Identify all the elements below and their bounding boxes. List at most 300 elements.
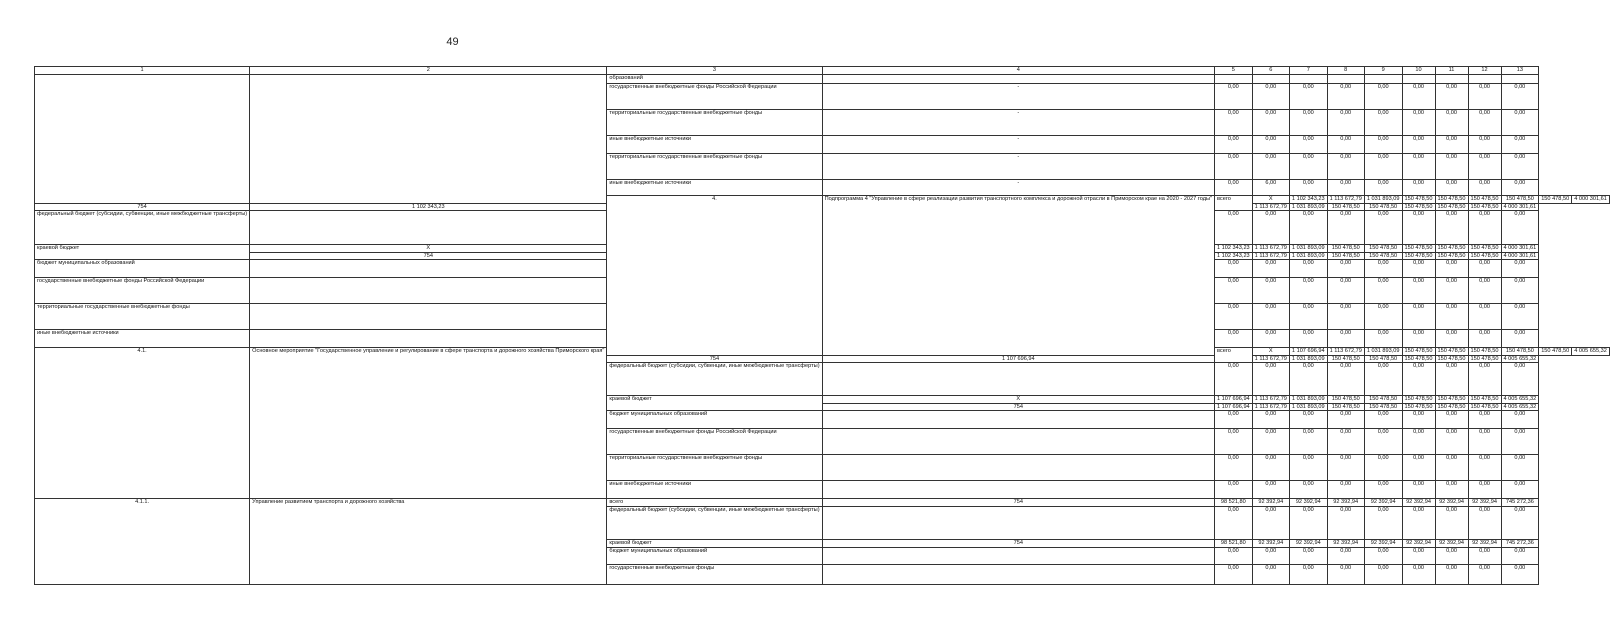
- value-cell: 1 113 672,79: [1327, 348, 1364, 356]
- value-cell: 0,00: [1327, 363, 1364, 396]
- value-cell: 0,00: [1364, 363, 1402, 396]
- value-cell: 0,00: [1501, 304, 1539, 330]
- value-cell: 150 478,50: [1435, 245, 1468, 253]
- value-cell: 0,00: [1252, 278, 1289, 304]
- value-cell: 0,00: [1215, 565, 1253, 585]
- value-cell: [1468, 75, 1501, 84]
- value-cell: 0,00: [1468, 211, 1501, 245]
- value-cell: 0,00: [1327, 429, 1364, 455]
- row-number-cell: [35, 75, 250, 204]
- value-cell: 150 478,50: [1364, 245, 1402, 253]
- value-cell: 1 113 672,79: [1252, 396, 1289, 404]
- source-cell: всего: [607, 499, 822, 507]
- code-cell: [250, 278, 607, 304]
- value-cell: 92 392,94: [1364, 499, 1402, 507]
- source-cell: государственные внебюджетные фонды: [607, 565, 822, 585]
- value-cell: 150 478,50: [1327, 403, 1364, 411]
- value-cell: 0,00: [1289, 363, 1327, 396]
- value-cell: 150 478,50: [1327, 252, 1364, 260]
- value-cell: 0,00: [1468, 260, 1501, 278]
- value-cell: 0,00: [1435, 429, 1468, 455]
- value-cell: 0,00: [1501, 363, 1539, 396]
- column-header: 4: [822, 67, 1214, 75]
- value-cell: 0,00: [1468, 154, 1501, 180]
- code-cell: [250, 260, 607, 278]
- value-cell: 0,00: [1252, 429, 1289, 455]
- column-header: 1: [35, 67, 250, 75]
- value-cell: 0,00: [1468, 429, 1501, 455]
- value-cell: [1252, 75, 1289, 84]
- value-cell: 0,00: [1327, 180, 1364, 196]
- code-cell: 754: [822, 403, 1214, 411]
- value-cell: 150 478,50: [1468, 196, 1501, 204]
- code-cell: X: [1252, 196, 1289, 204]
- value-cell: 1 031 893,09: [1289, 203, 1327, 211]
- value-cell: 0,00: [1402, 278, 1435, 304]
- value-cell: 0,00: [1468, 481, 1501, 499]
- value-cell: 150 478,50: [1468, 403, 1501, 411]
- value-cell: 92 392,94: [1289, 499, 1327, 507]
- value-cell: 0,00: [1215, 481, 1253, 499]
- source-cell: федеральный бюджет (субсидии, субвенции, иные межбюджетные трансферты): [607, 363, 822, 396]
- value-cell: 0,00: [1501, 565, 1539, 585]
- source-cell: территориальные государственные внебюджетные фонды: [607, 154, 822, 180]
- value-cell: 0,00: [1468, 136, 1501, 154]
- code-cell: [250, 304, 607, 330]
- total-cell: 4 000 301,61: [1501, 245, 1539, 253]
- value-cell: 0,00: [1215, 278, 1253, 304]
- value-cell: 0,00: [1215, 260, 1253, 278]
- value-cell: 0,00: [1327, 211, 1364, 245]
- code-cell: -: [822, 110, 1214, 136]
- budget-table: [34, 66, 1610, 585]
- code-cell: [822, 429, 1214, 455]
- source-cell: иные внебюджетные источники: [607, 481, 822, 499]
- value-cell: 150 478,50: [1468, 355, 1501, 363]
- value-cell: 0,00: [1435, 507, 1468, 540]
- source-cell: иные внебюджетные источники: [607, 180, 822, 196]
- code-cell: [822, 548, 1214, 565]
- value-cell: 92 392,94: [1468, 540, 1501, 548]
- value-cell: 150 478,50: [1364, 403, 1402, 411]
- value-cell: 0,00: [1215, 330, 1253, 348]
- value-cell: 0,00: [1435, 180, 1468, 196]
- value-cell: 0,00: [1468, 278, 1501, 304]
- value-cell: 150 478,50: [1402, 196, 1435, 204]
- value-cell: 150 478,50: [1501, 348, 1539, 356]
- value-cell: 0,00: [1501, 211, 1539, 245]
- value-cell: 0,00: [1435, 260, 1468, 278]
- code-cell: -: [822, 180, 1214, 196]
- value-cell: 0,00: [1215, 84, 1253, 110]
- value-cell: 92 392,94: [1435, 499, 1468, 507]
- value-cell: 0,00: [1501, 411, 1539, 429]
- value-cell: 0,00: [1435, 411, 1468, 429]
- column-header: 10: [1402, 67, 1435, 75]
- source-cell: всего: [1215, 348, 1253, 363]
- value-cell: 0,00: [1468, 363, 1501, 396]
- source-cell: государственные внебюджетные фонды Российской Федерации: [607, 429, 822, 455]
- code-cell: 754: [607, 355, 822, 363]
- value-cell: 150 478,50: [1402, 252, 1435, 260]
- source-cell: федеральный бюджет (субсидии, субвенции, иные межбюджетные трансферты): [35, 211, 250, 245]
- value-cell: 0,00: [1327, 136, 1364, 154]
- total-cell: 0,00: [1501, 154, 1539, 180]
- value-cell: 0,00: [1252, 110, 1289, 136]
- value-cell: 0,00: [1364, 278, 1402, 304]
- value-cell: 0,00: [1402, 548, 1435, 565]
- value-cell: 0,00: [1501, 429, 1539, 455]
- value-cell: [1215, 75, 1253, 84]
- value-cell: 0,00: [1327, 84, 1364, 110]
- value-cell: 0,00: [1252, 211, 1289, 245]
- column-header: 9: [1364, 67, 1402, 75]
- value-cell: 0,00: [1252, 548, 1289, 565]
- value-cell: 0,00: [1501, 507, 1539, 540]
- source-cell: бюджет муниципальных образований: [607, 411, 822, 429]
- value-cell: 150 478,50: [1539, 196, 1572, 204]
- value-cell: 0,00: [1435, 481, 1468, 499]
- value-cell: 0,00: [1364, 411, 1402, 429]
- value-cell: 0,00: [1402, 110, 1435, 136]
- value-cell: 0,00: [1252, 363, 1289, 396]
- value-cell: 0,00: [1501, 455, 1539, 481]
- value-cell: 0,00: [1289, 278, 1327, 304]
- value-cell: 0,00: [1327, 481, 1364, 499]
- row-number-cell: 4.: [607, 196, 822, 356]
- code-cell: [822, 565, 1214, 585]
- value-cell: 0,00: [1252, 136, 1289, 154]
- value-cell: 0,00: [1402, 507, 1435, 540]
- value-cell: 1 031 893,09: [1364, 348, 1402, 356]
- value-cell: 0,00: [1468, 110, 1501, 136]
- value-cell: 0,00: [1402, 304, 1435, 330]
- total-cell: 0,00: [1501, 136, 1539, 154]
- source-cell: государственные внебюджетные фонды Российской Федерации: [35, 278, 250, 304]
- value-cell: 1 102 343,23: [1215, 245, 1253, 253]
- value-cell: 0,00: [1364, 260, 1402, 278]
- value-cell: 150 478,50: [1364, 252, 1402, 260]
- column-header: 6: [1252, 67, 1289, 75]
- column-header: 7: [1289, 67, 1327, 75]
- value-cell: 0,00: [1468, 330, 1501, 348]
- source-cell: территориальные государственные внебюджетные фонды: [35, 304, 250, 330]
- source-cell: краевой бюджет: [607, 396, 822, 411]
- value-cell: 150 478,50: [1539, 348, 1572, 356]
- value-cell: 0,00: [1501, 278, 1539, 304]
- value-cell: 0,00: [1435, 363, 1468, 396]
- value-cell: 0,00: [1215, 304, 1253, 330]
- value-cell: 0,00: [1289, 304, 1327, 330]
- value-cell: 150 478,50: [1468, 348, 1501, 356]
- value-cell: 0,00: [1215, 548, 1253, 565]
- value-cell: 0,00: [1215, 110, 1253, 136]
- value-cell: 0,00: [1501, 330, 1539, 348]
- value-cell: 0,00: [1501, 260, 1539, 278]
- value-cell: 1 113 672,79: [1252, 245, 1289, 253]
- value-cell: 92 392,94: [1327, 499, 1364, 507]
- total-cell: 4 005 655,32: [1501, 355, 1539, 363]
- value-cell: 150 478,50: [1435, 252, 1468, 260]
- page-number: 49: [446, 36, 459, 48]
- value-cell: 0,00: [1402, 84, 1435, 110]
- value-cell: 150 478,50: [1402, 245, 1435, 253]
- value-cell: 1 107 696,94: [1289, 348, 1327, 356]
- code-cell: 754: [822, 540, 1214, 548]
- source-cell: всего: [1215, 196, 1253, 211]
- value-cell: 0,00: [1289, 180, 1327, 196]
- value-cell: 0,00: [1327, 154, 1364, 180]
- value-cell: [1435, 75, 1468, 84]
- value-cell: 0,00: [1435, 565, 1468, 585]
- value-cell: 0,00: [1435, 304, 1468, 330]
- value-cell: 0,00: [1364, 429, 1402, 455]
- value-cell: 0,00: [1435, 330, 1468, 348]
- value-cell: 0,00: [1327, 110, 1364, 136]
- value-cell: 0,00: [1289, 330, 1327, 348]
- value-cell: 150 478,50: [1327, 245, 1364, 253]
- value-cell: 92 392,94: [1402, 499, 1435, 507]
- total-cell: 4 005 655,32: [1572, 348, 1610, 356]
- value-cell: 1 113 672,79: [1327, 196, 1364, 204]
- value-cell: 0,00: [1402, 260, 1435, 278]
- value-cell: 150 478,50: [1364, 203, 1402, 211]
- value-cell: 0,00: [1468, 565, 1501, 585]
- value-cell: 0,00: [1468, 455, 1501, 481]
- row-name-cell: [250, 75, 607, 204]
- total-cell: 4 005 655,32: [1501, 396, 1539, 404]
- value-cell: 0,00: [1215, 507, 1253, 540]
- value-cell: 1 113 672,79: [1252, 252, 1289, 260]
- value-cell: 150 478,50: [1435, 396, 1468, 404]
- total-cell: 0,00: [1501, 180, 1539, 196]
- value-cell: 150 478,50: [1435, 196, 1468, 204]
- value-cell: 150 478,50: [1468, 396, 1501, 404]
- value-cell: 0,00: [1435, 110, 1468, 136]
- value-cell: [822, 75, 1214, 84]
- column-header: 12: [1468, 67, 1501, 75]
- value-cell: 150 478,50: [1402, 348, 1435, 356]
- value-cell: 0,00: [1402, 455, 1435, 481]
- code-cell: [250, 211, 607, 245]
- column-header: 13: [1501, 67, 1539, 75]
- table-row: [35, 75, 1610, 84]
- code-cell: [250, 330, 607, 348]
- value-cell: 0,00: [1289, 136, 1327, 154]
- code-cell: 754: [822, 499, 1214, 507]
- value-cell: 0,00: [1252, 481, 1289, 499]
- value-cell: 0,00: [1215, 429, 1253, 455]
- code-cell: [822, 363, 1214, 396]
- value-cell: 0,00: [1289, 411, 1327, 429]
- value-cell: 0,00: [1402, 481, 1435, 499]
- value-cell: 1 107 696,94: [1215, 396, 1253, 404]
- header-row: [35, 67, 1610, 75]
- value-cell: 0,00: [1402, 363, 1435, 396]
- value-cell: 0,00: [1364, 565, 1402, 585]
- value-cell: 150 478,50: [1402, 396, 1435, 404]
- source-cell: территориальные государственные внебюджетные фонды: [607, 110, 822, 136]
- row-number-cell: 4.1.1.: [35, 499, 250, 585]
- value-cell: 0,00: [1468, 84, 1501, 110]
- value-cell: 1 031 893,09: [1289, 396, 1327, 404]
- total-cell: 0,00: [1501, 110, 1539, 136]
- value-cell: 0,00: [1215, 411, 1253, 429]
- value-cell: 150 478,50: [1435, 203, 1468, 211]
- value-cell: 150 478,50: [1402, 355, 1435, 363]
- value-cell: 92 392,94: [1468, 499, 1501, 507]
- value-cell: 1 102 343,23: [1215, 252, 1253, 260]
- code-cell: X: [1252, 348, 1289, 356]
- source-cell: государственные внебюджетные фонды Российской Федерации: [607, 84, 822, 110]
- value-cell: 0,00: [1435, 154, 1468, 180]
- value-cell: 92 392,94: [1402, 540, 1435, 548]
- value-cell: 0,00: [1289, 84, 1327, 110]
- value-cell: 0,00: [1435, 211, 1468, 245]
- value-cell: 150 478,50: [1468, 203, 1501, 211]
- value-cell: 0,00: [1402, 136, 1435, 154]
- value-cell: 0,00: [1252, 304, 1289, 330]
- value-cell: 0,00: [1215, 455, 1253, 481]
- code-cell: X: [250, 245, 607, 253]
- value-cell: 150 478,50: [1327, 203, 1364, 211]
- value-cell: 0,00: [1215, 363, 1253, 396]
- value-cell: 0,00: [1468, 507, 1501, 540]
- source-cell: образований: [607, 75, 822, 84]
- value-cell: 0,00: [1215, 211, 1253, 245]
- value-cell: 150 478,50: [1402, 403, 1435, 411]
- value-cell: [1501, 75, 1539, 84]
- value-cell: 0,00: [1327, 330, 1364, 348]
- value-cell: 150 478,50: [1468, 245, 1501, 253]
- value-cell: 0,00: [1289, 455, 1327, 481]
- value-cell: 92 392,94: [1364, 540, 1402, 548]
- total-cell: 745 272,36: [1501, 540, 1539, 548]
- value-cell: [1402, 75, 1435, 84]
- source-cell: иные внебюджетные источники: [607, 136, 822, 154]
- value-cell: 0,00: [1327, 507, 1364, 540]
- value-cell: 0,00: [1364, 455, 1402, 481]
- value-cell: 0,00: [1435, 548, 1468, 565]
- value-cell: 1 031 893,09: [1289, 403, 1327, 411]
- total-cell: 4 005 655,32: [1501, 403, 1539, 411]
- value-cell: 150 478,50: [1435, 403, 1468, 411]
- value-cell: 0,00: [1402, 565, 1435, 585]
- source-cell: федеральный бюджет (субсидии, субвенции, иные межбюджетные трансферты): [607, 507, 822, 540]
- value-cell: 1 031 893,09: [1289, 355, 1327, 363]
- value-cell: 0,00: [1327, 455, 1364, 481]
- total-cell: 4 000 301,61: [1572, 196, 1610, 204]
- value-cell: 92 392,94: [1435, 540, 1468, 548]
- value-cell: 1 113 672,79: [1252, 203, 1289, 211]
- source-cell: иные внебюджетные источники: [35, 330, 250, 348]
- column-header: 11: [1435, 67, 1468, 75]
- value-cell: 0,00: [1468, 548, 1501, 565]
- code-cell: -: [822, 154, 1214, 180]
- value-cell: 150 478,50: [1435, 355, 1468, 363]
- value-cell: 150 478,50: [1327, 355, 1364, 363]
- value-cell: 0,00: [1252, 455, 1289, 481]
- value-cell: 0,00: [1327, 278, 1364, 304]
- value-cell: 0,00: [1468, 304, 1501, 330]
- value-cell: 1 102 343,23: [1289, 196, 1327, 204]
- source-cell: бюджет муниципальных образований: [35, 260, 250, 278]
- value-cell: 92 392,94: [1289, 540, 1327, 548]
- value-cell: 0,00: [1364, 180, 1402, 196]
- value-cell: 0,00: [1402, 330, 1435, 348]
- value-cell: 150 478,50: [1364, 355, 1402, 363]
- value-cell: 92 392,94: [1327, 540, 1364, 548]
- value-cell: 0,00: [1364, 507, 1402, 540]
- value-cell: 1 107 696,94: [822, 355, 1214, 363]
- value-cell: 0,00: [1289, 211, 1327, 245]
- value-cell: 0,00: [1252, 84, 1289, 110]
- value-cell: 1 107 696,94: [1215, 403, 1253, 411]
- value-cell: 150 478,50: [1327, 396, 1364, 404]
- value-cell: 0,00: [1289, 154, 1327, 180]
- value-cell: 0,00: [1215, 180, 1253, 196]
- value-cell: 150 478,50: [1402, 203, 1435, 211]
- value-cell: 0,00: [1289, 429, 1327, 455]
- row-name-cell: Управление развитием транспорта и дорожного хозяйства: [250, 499, 607, 585]
- value-cell: 0,00: [1364, 481, 1402, 499]
- row-name-cell: Подпрограмма 4 "Управление в сфере реализации развития транспортного комплекса и дорожной отрасли в Приморском крае на 2020 - 2027 годы": [822, 196, 1214, 356]
- value-cell: 0,00: [1252, 411, 1289, 429]
- value-cell: 0,00: [1402, 180, 1435, 196]
- value-cell: 0,00: [1364, 110, 1402, 136]
- row-name-cell: Основное мероприятие "Государственное управление и регулирование в сфере транспорта и дорожного хозяйства Приморского края": [250, 348, 607, 499]
- value-cell: 6,00: [1252, 180, 1289, 196]
- code-cell: [822, 411, 1214, 429]
- value-cell: 150 478,50: [1501, 196, 1539, 204]
- code-cell: [822, 481, 1214, 499]
- total-cell: 745 272,36: [1501, 499, 1539, 507]
- code-cell: -: [822, 136, 1214, 154]
- code-cell: -: [822, 84, 1214, 110]
- value-cell: 0,00: [1402, 411, 1435, 429]
- value-cell: 0,00: [1289, 110, 1327, 136]
- value-cell: 1 031 893,09: [1364, 196, 1402, 204]
- value-cell: 0,00: [1215, 154, 1253, 180]
- value-cell: 0,00: [1327, 411, 1364, 429]
- value-cell: 0,00: [1327, 304, 1364, 330]
- value-cell: 0,00: [1435, 455, 1468, 481]
- value-cell: 1 113 672,79: [1252, 355, 1289, 363]
- value-cell: 0,00: [1215, 136, 1253, 154]
- value-cell: 92 392,94: [1252, 499, 1289, 507]
- column-header: 3: [607, 67, 822, 75]
- value-cell: 0,00: [1327, 548, 1364, 565]
- value-cell: 0,00: [1402, 429, 1435, 455]
- total-cell: 4 000 301,61: [1501, 203, 1539, 211]
- value-cell: 0,00: [1364, 136, 1402, 154]
- column-header: 8: [1327, 67, 1364, 75]
- value-cell: 150 478,50: [1468, 252, 1501, 260]
- value-cell: 0,00: [1435, 278, 1468, 304]
- source-cell: краевой бюджет: [35, 245, 250, 260]
- value-cell: 92 392,94: [1252, 540, 1289, 548]
- value-cell: 0,00: [1402, 211, 1435, 245]
- value-cell: 0,00: [1252, 565, 1289, 585]
- column-header: 2: [250, 67, 607, 75]
- value-cell: 0,00: [1252, 154, 1289, 180]
- value-cell: 0,00: [1435, 84, 1468, 110]
- value-cell: 0,00: [1252, 260, 1289, 278]
- source-cell: территориальные государственные внебюджетные фонды: [607, 455, 822, 481]
- value-cell: [1289, 75, 1327, 84]
- source-cell: бюджет муниципальных образований: [607, 548, 822, 565]
- value-cell: 0,00: [1364, 304, 1402, 330]
